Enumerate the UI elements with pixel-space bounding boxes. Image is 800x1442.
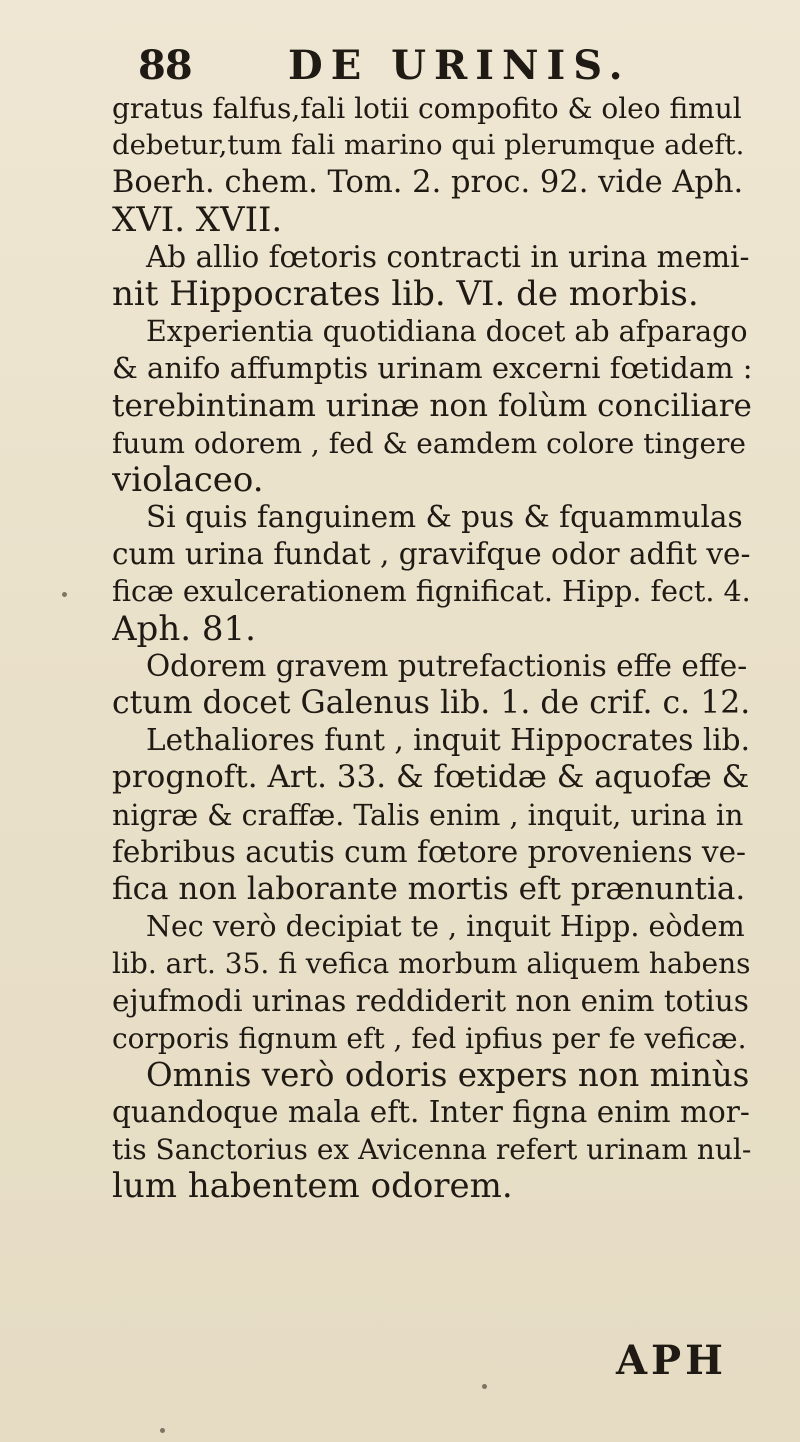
- text-line: violaceo.: [112, 461, 264, 500]
- ink-speck: [482, 1384, 487, 1389]
- ink-speck: [160, 1428, 165, 1433]
- text-line: nigræ & craffæ. Talis enim , inquit, urina in: [112, 798, 744, 832]
- text-line: cum urina fundat , gravifque odor adfit ve-: [112, 537, 751, 572]
- text-line: ejufmodi urinas reddiderit non enim totius: [112, 983, 749, 1018]
- text-line: gratus falfus,fali lotii compofito & oleo fimul: [112, 92, 742, 125]
- text-line: prognoft. Art. 33. & fœtidæ & aquofæ &: [112, 759, 750, 796]
- text-line: XVI. XVII.: [112, 201, 283, 239]
- text-line: Boerh. chem. Tom. 2. proc. 92. vide Aph.: [112, 165, 744, 201]
- paragraph-start-line: Odorem gravem putrefactionis effe effe-: [146, 648, 748, 683]
- text-line: tis Sanctorius ex Avicenna refert urinam nul-: [112, 1133, 752, 1167]
- text-line: lum habentem odorem.: [112, 1168, 513, 1206]
- text-line: Aph. 81.: [112, 610, 256, 648]
- text-line: ficæ exulcerationem fignificat. Hipp. fect. 4.: [112, 575, 751, 609]
- page-number: 88: [138, 42, 192, 89]
- paragraph-start-line: Omnis verò odoris expers non minùs: [146, 1056, 750, 1094]
- paragraph-start-line: Experientia quotidiana docet ab afparago: [146, 315, 748, 349]
- text-line: debetur,tum fali marino qui plerumque adeft.: [112, 129, 745, 162]
- paragraph-start-line: Nec verò decipiat te , inquit Hipp. eòdem: [146, 910, 745, 944]
- running-head: DE URINIS.: [288, 42, 631, 89]
- text-line: fica non laborante mortis eft prænuntia.: [112, 870, 746, 907]
- body-text: [112, 90, 752, 1206]
- text-line: ctum docet Galenus lib. 1. de crif. c. 12.: [112, 685, 751, 721]
- ink-speck: [62, 592, 67, 597]
- text-line: corporis fignum eft , fed ipfius per fe veficæ.: [112, 1021, 747, 1055]
- paragraph-start-line: Lethaliores funt , inquit Hippocrates lib.: [146, 723, 750, 758]
- text-line: fuum odorem , fed & eamdem colore tingere: [112, 426, 746, 460]
- paragraph-start-line: Ab allio fœtoris contracti in urina memi-: [146, 239, 750, 274]
- text-line: & anifo affumptis urinam excerni fœtidam :: [112, 351, 752, 386]
- text-line: lib. art. 35. fi vefica morbum aliquem habens: [112, 947, 751, 981]
- text-line: quandoque mala eft. Inter figna enim mor-: [112, 1095, 750, 1130]
- page-header: [138, 40, 698, 92]
- paragraph-start-line: Si quis fanguinem & pus & fquammulas: [146, 500, 743, 535]
- text-line: febribus acutis cum fœtore proveniens ve-: [112, 834, 746, 869]
- text-line: nit Hippocrates lib. VI. de morbis.: [112, 275, 699, 314]
- text-line: terebintinam urinæ non folùm conciliare: [112, 387, 752, 424]
- catchword: APH: [616, 1337, 727, 1384]
